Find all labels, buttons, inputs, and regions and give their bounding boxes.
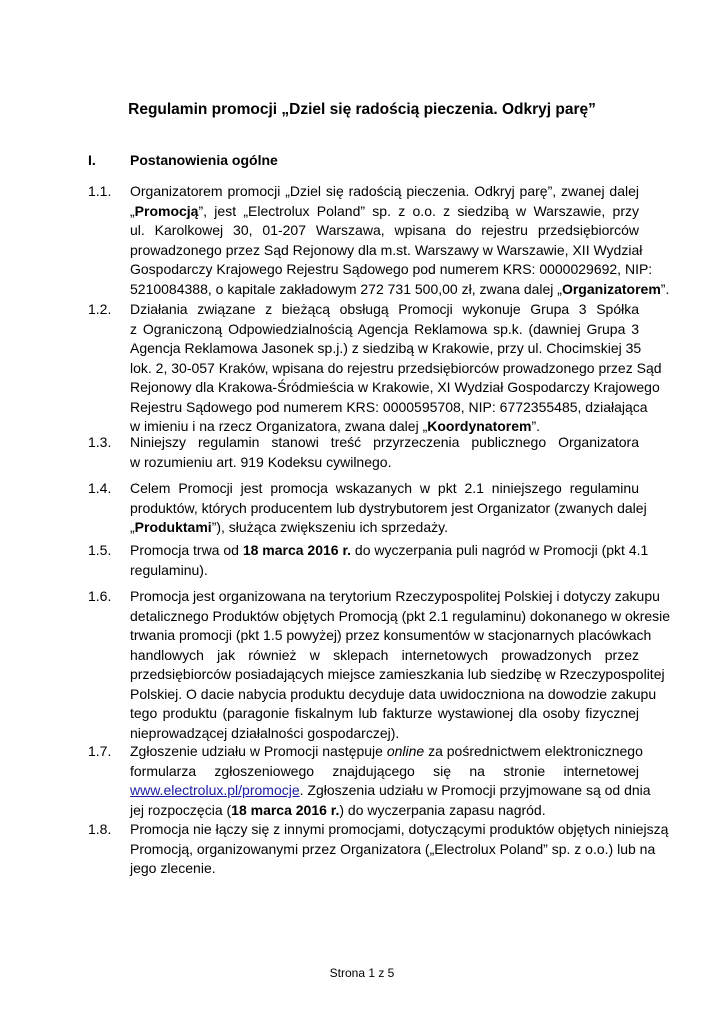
paragraph-text	[130, 300, 662, 437]
defined-term: Promocją	[134, 202, 199, 219]
text-run: jej rozpoczęcia (	[130, 801, 232, 818]
paragraph-number: 1.8.	[88, 821, 112, 837]
text-run: „	[130, 519, 135, 535]
text-run: ”.	[531, 418, 541, 434]
text-line: Promocja nie łączy się z innymi promocjami, dotyczącymi produktów objętych niniejszą	[130, 821, 669, 837]
italic-term: online	[386, 743, 425, 759]
text-line	[130, 518, 639, 538]
paragraph-text	[130, 820, 669, 879]
text-run: za pośrednictwem elektronicznego	[424, 743, 643, 759]
text-line	[130, 742, 643, 762]
text-line: w rozumieniu art. 919 Kodeksu cywilnego.	[130, 453, 392, 470]
text-line: prowadzonego przez Sąd Rejonowy dla m.st. Warszawy w Warszawie, XII Wydział	[130, 241, 643, 258]
promo-website-link[interactable]: www.electrolux.pl/promocje	[130, 782, 300, 798]
paragraph-text	[130, 182, 670, 299]
paragraph-number: 1.7.	[88, 743, 112, 759]
paragraph-number: 1.4.	[88, 480, 112, 496]
document-title: Regulamin promocji „Dziel się radością pieczenia. Odkryj parę”	[128, 101, 596, 118]
section-title: Postanowienia ogólne	[130, 152, 278, 168]
text-line: handlowych jak również w sklepach internetowych prowadzonych przez	[130, 646, 639, 663]
text-run: „	[130, 202, 135, 219]
text-line: Celem Promocji jest promocja wskazanych w pkt 2.1 niniejszego regulaminu	[130, 480, 639, 496]
text-line: Rejestru Sądowego pod numerem KRS: 0000595708, NIP: 6772355485, działająca	[130, 398, 648, 415]
paragraph-number: 1.5.	[88, 542, 112, 558]
text-line: lok. 2, 30-057 Kraków, wpisana do rejestru przedsiębiorców prowadzonego przez Sąd	[130, 359, 662, 376]
text-line: regulaminu).	[130, 561, 208, 578]
text-line: z Ograniczoną Odpowiedzialnością Agencja Reklamowa sp.k. (dawniej Grupa 3	[130, 320, 639, 337]
defined-term: Organizatorem	[561, 280, 661, 297]
text-line: Agencja Reklamowa Jasonek sp.j.) z siedzibą w Krakowie, przy ul. Chocimskiej 35	[130, 340, 642, 356]
text-line: Niniejszy regulamin stanowi treść przyrzeczenia publicznego Organizatora	[130, 434, 639, 450]
text-run: Zgłoszenie udziału w Promocji następuje	[130, 743, 387, 759]
text-line: formularza zgłoszeniowego znajdującego się na stronie internetowej	[130, 762, 639, 779]
paragraph-number: 1.1.	[88, 183, 112, 199]
text-run: . Zgłoszenia udziału w Promocji przyjmowane są od dnia	[299, 782, 651, 798]
paragraph-number: 1.2.	[88, 301, 112, 317]
text-line: jego zlecenie.	[130, 860, 216, 876]
text-run: 5210084388, o kapitale zakładowym 272 731 500,00 zł, zwana dalej „	[130, 280, 562, 297]
text-run: ”, jest „Electrolux Poland” sp. z o.o. z siedzibą w Warszawie, przy	[198, 202, 639, 219]
paragraph-number: 1.3.	[88, 434, 112, 450]
paragraph-number: 1.6.	[88, 588, 112, 604]
paragraph-text	[130, 587, 671, 743]
text-line: ul. Karolkowej 30, 01-207 Warszawa, wpisana do rejestru przedsiębiorców	[130, 222, 639, 238]
text-line	[130, 541, 649, 561]
text-run: ”), służąca zwiększeniu ich sprzedaży.	[211, 519, 448, 535]
text-line: Organizatorem promocji „Dziel się radością pieczenia. Odkryj parę”, zwanej dalej	[130, 183, 639, 199]
text-line	[130, 280, 670, 300]
text-line: Promocja jest organizowana na terytorium Rzeczypospolitej Polskiej i dotyczy zakupu	[130, 588, 660, 604]
text-line: tego produktu (paragonie fiskalnym lub fakturze wystawionej dla osoby fizycznej	[130, 705, 639, 721]
paragraph-text	[130, 742, 651, 820]
text-line: nieprowadzącej działalności gospodarczej).	[130, 724, 400, 741]
text-line: Rejonowy dla Krakowa-Śródmieścia w Krakowie, XI Wydział Gospodarczy Krajowego	[130, 379, 660, 395]
text-line: Polskiej. O dacie nabycia produktu decyduje data uwidoczniona na dowodzie zakupu	[130, 685, 657, 702]
defined-term: Produktami	[134, 519, 212, 535]
text-line: Promocją, organizowanymi przez Organizatora („Electrolux Poland” sp. z o.o.) lub na	[130, 840, 656, 857]
text-run: ) do wyczerpania zapasu nagród.	[339, 801, 546, 818]
text-run: do wyczerpania puli nagród w Promocji (pkt 4.1	[351, 542, 649, 558]
paragraph-text	[130, 433, 639, 472]
text-line	[130, 781, 651, 801]
text-line: produktów, których producentem lub dystrybutorem jest Organizator (zwanych dalej	[130, 499, 647, 516]
page-footer: Strona 1 z 5	[329, 966, 395, 980]
defined-term: Koordynatorem	[427, 418, 532, 434]
text-line: Działania związane z bieżącą obsługą Promocji wykonuje Grupa 3 Spółka	[130, 301, 639, 317]
text-line: przedsiębiorców posiadających miejsce zamieszkania lub siedzibę w Rzeczypospolitej	[130, 666, 665, 682]
text-line: trwania promocji (pkt 1.5 powyżej) przez konsumentów w stacjonarnych placówkach	[130, 627, 652, 643]
defined-term: 18 marca 2016 r.	[231, 801, 340, 818]
paragraph-text	[130, 479, 647, 538]
text-run: ”.	[660, 280, 670, 297]
text-run: Promocja trwa od	[130, 542, 243, 558]
paragraph-text	[130, 541, 649, 580]
text-line	[130, 801, 639, 821]
text-line: Gospodarczy Krajowego Rejestru Sądowego pod numerem KRS: 0000029692, NIP:	[130, 261, 653, 277]
defined-term: 18 marca 2016 r.	[242, 542, 352, 558]
text-line: detalicznego Produktów objętych Promocją (pkt 2.1 regulaminu) dokonanego w okresie	[130, 607, 671, 624]
text-run: w imieniu i na rzecz Organizatora, zwana dalej „	[130, 418, 428, 434]
section-number: I.	[88, 152, 96, 168]
text-line	[130, 202, 639, 222]
